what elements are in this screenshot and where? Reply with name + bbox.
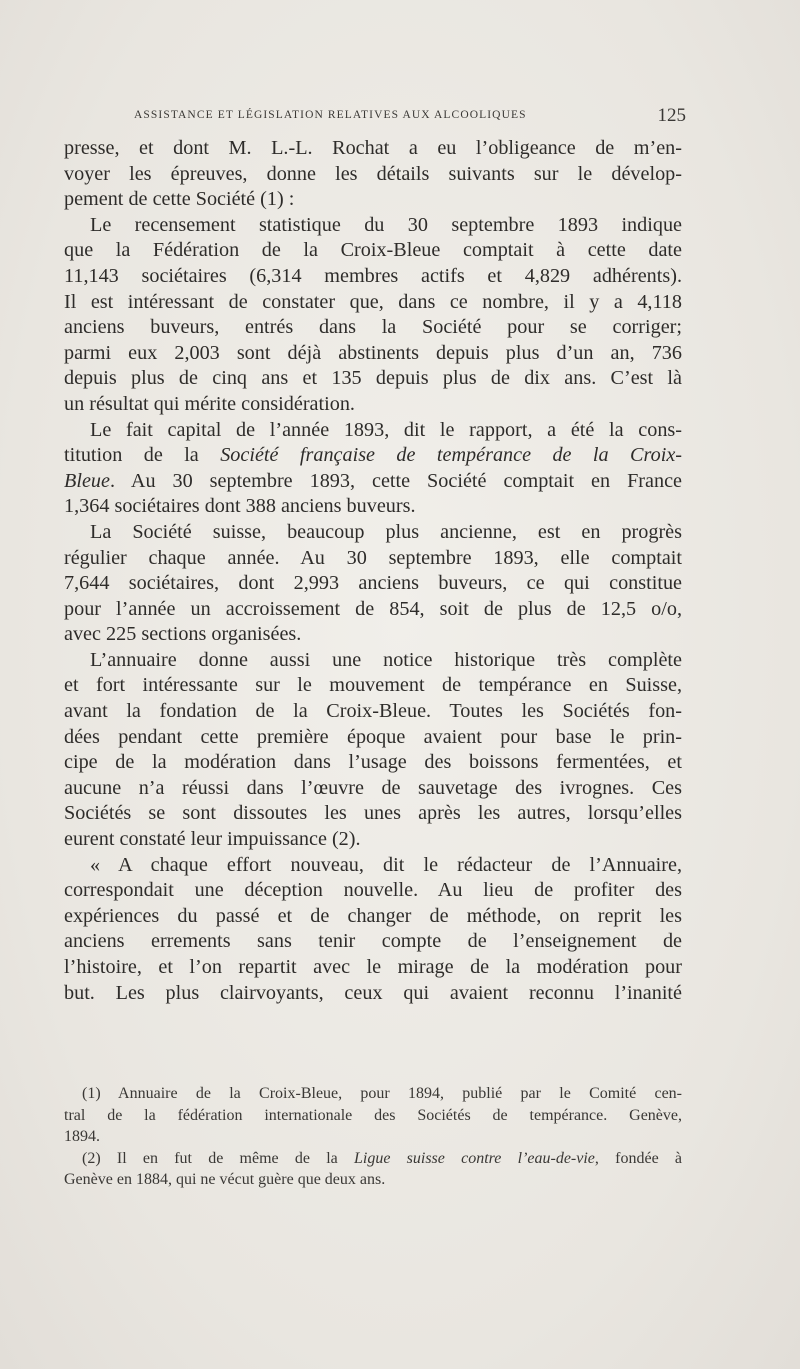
- text-line: presse, et dont M. L.-L. Rochat a eu l’obligeance de m’en-: [64, 137, 682, 159]
- italic-society-name: Société française de tempérance de la Croix-: [220, 444, 682, 467]
- page-header: [120, 107, 690, 131]
- text-line: La Société suisse, beaucoup plus ancienne, est en progrès: [90, 520, 682, 543]
- footnote-2-league-name: Ligue suisse contre l’eau-de-vie: [353, 1149, 595, 1167]
- text-line: but. Les plus clairvoyants, ceux qui avaient reconnu l’inanité: [64, 981, 682, 1004]
- text-line: Le fait capital de l’année 1893, dit le rapport, a été la cons-: [90, 418, 682, 441]
- text-line: avec 225 sections organisées.: [64, 623, 302, 646]
- text-line: [64, 443, 682, 469]
- text-line: cipe de la modération dans l’usage des boissons fermentées, et: [64, 751, 682, 774]
- text-line: 7,644 sociétaires, dont 2,993 anciens buveurs, ce qui constitue: [64, 572, 682, 595]
- text-line: depuis plus de cinq ans et 135 depuis plus de dix ans. C’est là: [64, 367, 682, 390]
- text-line: parmi eux 2,003 sont déjà abstinents depuis plus d’un an, 736: [64, 341, 682, 364]
- text-line: Le recensement statistique du 30 septembre 1893 indique: [90, 213, 682, 236]
- text-line: expériences du passé et de changer de méthode, on reprit les: [64, 904, 682, 927]
- footnote-2-line: Genève en 1884, qui ne vécut guère que deux ans.: [64, 1171, 386, 1188]
- text-line: [64, 469, 682, 495]
- text-line: correspondait une déception nouvelle. Au lieu de profiter des: [64, 879, 682, 902]
- footnote-2-prefix: (2) Il en fut de même de la: [82, 1149, 354, 1167]
- text-line: que la Fédération de la Croix-Bleue comptait à cette date: [64, 239, 682, 262]
- text-line: pour l’année un accroissement de 854, soit de plus de 12,5 o/o,: [64, 597, 682, 620]
- text-line: Sociétés se sont dissoutes les unes après les autres, lorsqu’elles: [64, 802, 682, 825]
- text-line: un résultat qui mérite considération.: [64, 392, 355, 415]
- footnote-1-line: 1894.: [64, 1128, 100, 1145]
- text-line: dées pendant cette première époque avaient pour base le prin-: [64, 725, 682, 748]
- text-line: anciens buveurs, entrés dans la Société pour se corriger;: [64, 316, 682, 339]
- text-line: voyer les épreuves, donne les détails suivants sur le dévelop-: [64, 162, 682, 185]
- text-line: avant la fondation de la Croix-Bleue. Toutes les Sociétés fon-: [64, 700, 682, 723]
- footnote-1-line: (1) Annuaire de la Croix-Bleue, pour 1894, publié par le Comité cen-: [82, 1085, 682, 1102]
- footnote-1-line: tral de la fédération internationale des Sociétés de tempérance. Genève,: [64, 1106, 682, 1124]
- text-line: Il est intéressant de constater que, dans ce nombre, il y a 4,118: [64, 290, 682, 313]
- body-text: [64, 136, 682, 1006]
- italic-society-name-end: Bleue: [64, 469, 110, 492]
- text-line: « A chaque effort nouveau, dit le rédacteur de l’Annuaire,: [90, 853, 682, 876]
- text-line: eurent constaté leur impuissance (2).: [64, 828, 361, 851]
- text-line: pement de cette Société (1) :: [64, 188, 295, 211]
- text-line: 1,364 sociétaires dont 388 anciens buveurs.: [64, 495, 416, 518]
- text-line: régulier chaque année. Au 30 septembre 1893, elle comptait: [64, 546, 682, 569]
- text-line: 11,143 sociétaires (6,314 membres actifs et 4,829 adhérents).: [64, 264, 682, 287]
- footnote-2-suffix: , fondée à: [594, 1149, 682, 1167]
- text-line: l’histoire, et l’on repartit avec le mirage de la modération pour: [64, 956, 682, 978]
- page-number: 125: [657, 105, 686, 126]
- text-line: anciens errements sans tenir compte de l’enseignement de: [64, 930, 682, 953]
- footnotes: [64, 1083, 682, 1191]
- text-segment: titution de la: [64, 444, 221, 467]
- footnote-2-line: [64, 1148, 682, 1170]
- text-segment: . Au 30 septembre 1893, cette Société comptait en France: [109, 469, 682, 492]
- running-head: ASSISTANCE ET LÉGISLATION RELATIVES AUX ALCOOLIQUES: [134, 109, 527, 121]
- text-line: et fort intéressante sur le mouvement de tempérance en Suisse,: [64, 674, 682, 697]
- text-line: aucune n’a réussi dans l’œuvre de sauvetage des ivrognes. Ces: [64, 776, 682, 799]
- text-line: L’annuaire donne aussi une notice historique très complète: [90, 648, 682, 671]
